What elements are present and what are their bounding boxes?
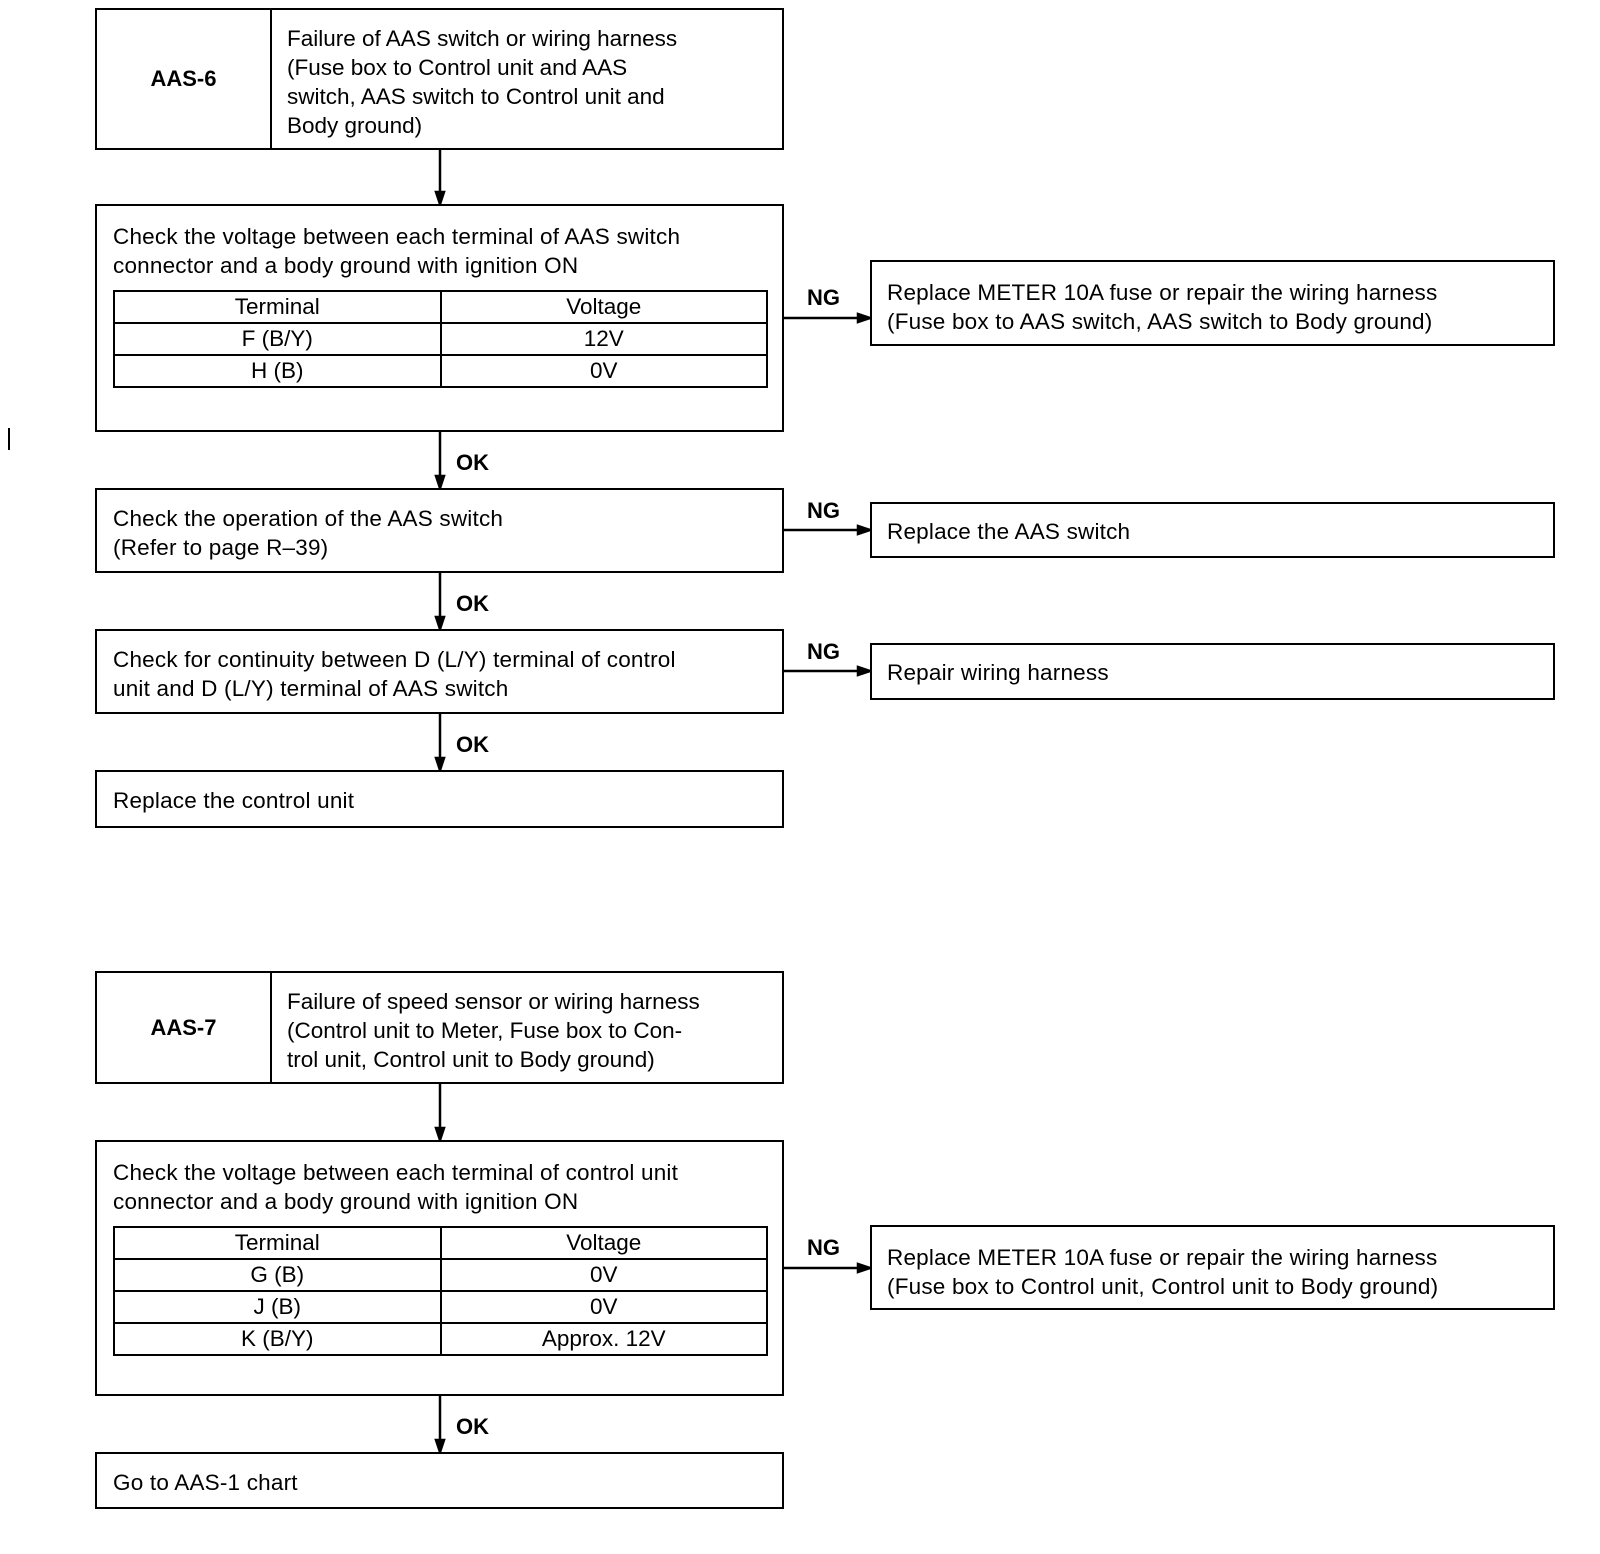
col-header: Terminal — [114, 1227, 441, 1259]
action-text: Replace the AAS switch — [887, 519, 1131, 544]
voltage-table — [113, 290, 768, 388]
col-header: Terminal — [114, 291, 441, 323]
aas7-step1-box — [95, 1140, 784, 1396]
step-text: Check for continuity between D (L/Y) terminal of control unit and D (L/Y) terminal of AAS switch — [113, 647, 676, 701]
aas6-final-box — [95, 770, 784, 828]
table-row — [114, 1259, 767, 1291]
aas6-step3-box — [95, 629, 784, 714]
aas6-step2-box — [95, 488, 784, 573]
step-text: Check the voltage between each terminal of AAS switch connector and a body ground with ignition ON — [113, 224, 681, 278]
table-row — [114, 323, 767, 355]
aas6-step3-ng-box — [870, 643, 1555, 700]
aas7-final-box — [95, 1452, 784, 1509]
aas6-step2-ng-box — [870, 502, 1555, 558]
action-text: Replace METER 10A fuse or repair the wiring harness (Fuse box to AAS switch, AAS switch to Body ground) — [887, 280, 1438, 334]
aas6-header — [95, 8, 784, 150]
ok-label: OK — [456, 732, 489, 757]
terminal-cell: G (B) — [114, 1259, 441, 1291]
terminal-cell: H (B) — [114, 355, 441, 387]
table-row — [114, 1323, 767, 1355]
step-text: Check the voltage between each terminal of control unit connector and a body ground with ignition ON — [113, 1160, 679, 1214]
terminal-cell: F (B/Y) — [114, 323, 441, 355]
table-row — [114, 355, 767, 387]
step-text: Go to AAS-1 chart — [113, 1470, 298, 1495]
action-text: Replace METER 10A fuse or repair the wiring harness (Fuse box to Control unit, Control unit to Body ground) — [887, 1245, 1439, 1299]
chart-id: AAS-7 — [97, 973, 272, 1082]
chart-id: AAS-6 — [97, 10, 272, 148]
ng-label: NG — [807, 639, 840, 664]
chart-title: Failure of AAS switch or wiring harness (Fuse box to Control unit and AAS switch, AAS switch to Control unit and Body ground) — [287, 26, 678, 138]
aas7-header — [95, 971, 784, 1084]
terminal-cell: K (B/Y) — [114, 1323, 441, 1355]
ok-label: OK — [456, 1414, 489, 1439]
voltage-cell: 0V — [441, 355, 768, 387]
voltage-cell: 0V — [441, 1259, 768, 1291]
col-header: Voltage — [441, 1227, 768, 1259]
table-row — [114, 1291, 767, 1323]
action-text: Repair wiring harness — [887, 660, 1109, 685]
ng-label: NG — [807, 1235, 840, 1260]
col-header: Voltage — [441, 291, 768, 323]
voltage-cell: 0V — [441, 1291, 768, 1323]
ng-label: NG — [807, 285, 840, 310]
ng-label: NG — [807, 498, 840, 523]
voltage-cell: 12V — [441, 323, 768, 355]
voltage-table — [113, 1226, 768, 1356]
ok-label: OK — [456, 591, 489, 616]
aas6-step1-box — [95, 204, 784, 432]
aas7-step1-ng-box — [870, 1225, 1555, 1310]
step-text: Replace the control unit — [113, 788, 355, 813]
terminal-cell: J (B) — [114, 1291, 441, 1323]
aas6-step1-ng-box — [870, 260, 1555, 346]
step-text: Check the operation of the AAS switch (Refer to page R–39) — [113, 506, 504, 560]
voltage-cell: Approx. 12V — [441, 1323, 768, 1355]
ok-label: OK — [456, 450, 489, 475]
chart-title: Failure of speed sensor or wiring harness (Control unit to Meter, Fuse box to Con- trol unit, Control unit to Body ground) — [287, 989, 700, 1072]
